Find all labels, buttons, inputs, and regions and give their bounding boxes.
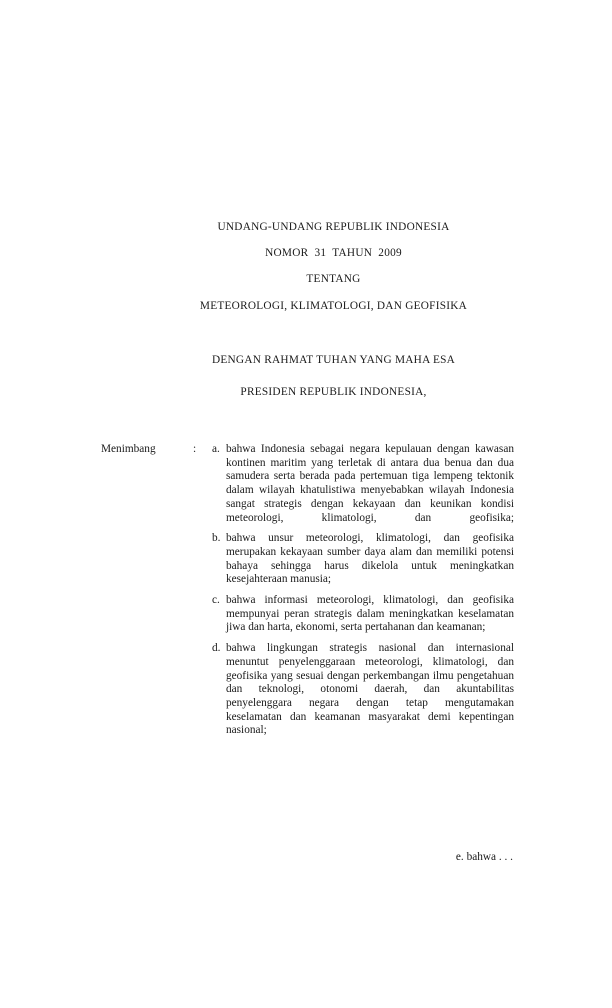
considering-list	[212, 443, 514, 738]
clause-marker-d: d.	[212, 642, 221, 655]
president-line: PRESIDEN REPUBLIK INDONESIA,	[240, 386, 427, 398]
blessing-line: DENGAN RAHMAT TUHAN YANG MAHA ESA	[211, 354, 456, 366]
law-subject-line: METEOROLOGI, KLIMATOLOGI, DAN GEOFISIKA	[199, 299, 468, 312]
considering-separator: :	[193, 443, 197, 455]
clause-text-c: bahwa informasi meteorologi, klimatologi, dan geofisika mempunyai peran strategis dalam meningkatkan keselamatan jiwa dan harta, ekonomi, serta pertahanan dan keamanan;	[226, 594, 514, 634]
enactment-block	[106, 344, 561, 408]
clause-text-a: bahwa Indonesia sebagai negara kepulauan dengan kawasan kontinen maritim yang terletak di antara dua benua dan dua samudera serta berada pada pertemuan tiga lempeng tektonik dalam wilayah khatulistiwa menyebabkan wilayah Indonesia sangat strategis dengan kekayaan dan keunikan kondisi meteorologi, klimatologi, dan geofisika;	[226, 443, 514, 524]
clause-text-b: bahwa unsur meteorologi, klimatologi, dan geofisika merupakan kekayaan sumber daya alam dan memiliki potensi bahaya sehingga harus dikelola untuk meningkatkan kesejahteraan manusia;	[226, 532, 514, 586]
clause-c	[212, 594, 514, 635]
clause-b	[212, 532, 514, 587]
law-number-line: NOMOR 31 TAHUN 2009	[265, 247, 402, 260]
clause-text-d: bahwa lingkungan strategis nasional dan internasional menuntut penyelenggaraan meteorologi, klimatologi, dan geofisika yang sesuai dengan perkembangan ilmu pengetahuan dan teknologi, otonomi daerah, dan akuntabilitas penyelenggara negara dengan tetap mengutamakan keselamatan dan keamanan masyarakat demi kepentingan nasional;	[226, 642, 514, 737]
clause-marker-a: a.	[212, 443, 220, 455]
clause-d	[212, 642, 514, 738]
about-label-line: TENTANG	[306, 273, 361, 286]
clause-a	[212, 443, 514, 525]
considering-label: Menimbang	[101, 443, 156, 455]
law-type-line: UNDANG-UNDANG REPUBLIK INDONESIA	[217, 221, 450, 233]
clause-marker-b: b.	[212, 532, 221, 545]
clause-marker-c: c.	[212, 594, 220, 607]
title-block	[106, 214, 561, 319]
catchword-continuation: e. bahwa . . .	[455, 851, 513, 863]
